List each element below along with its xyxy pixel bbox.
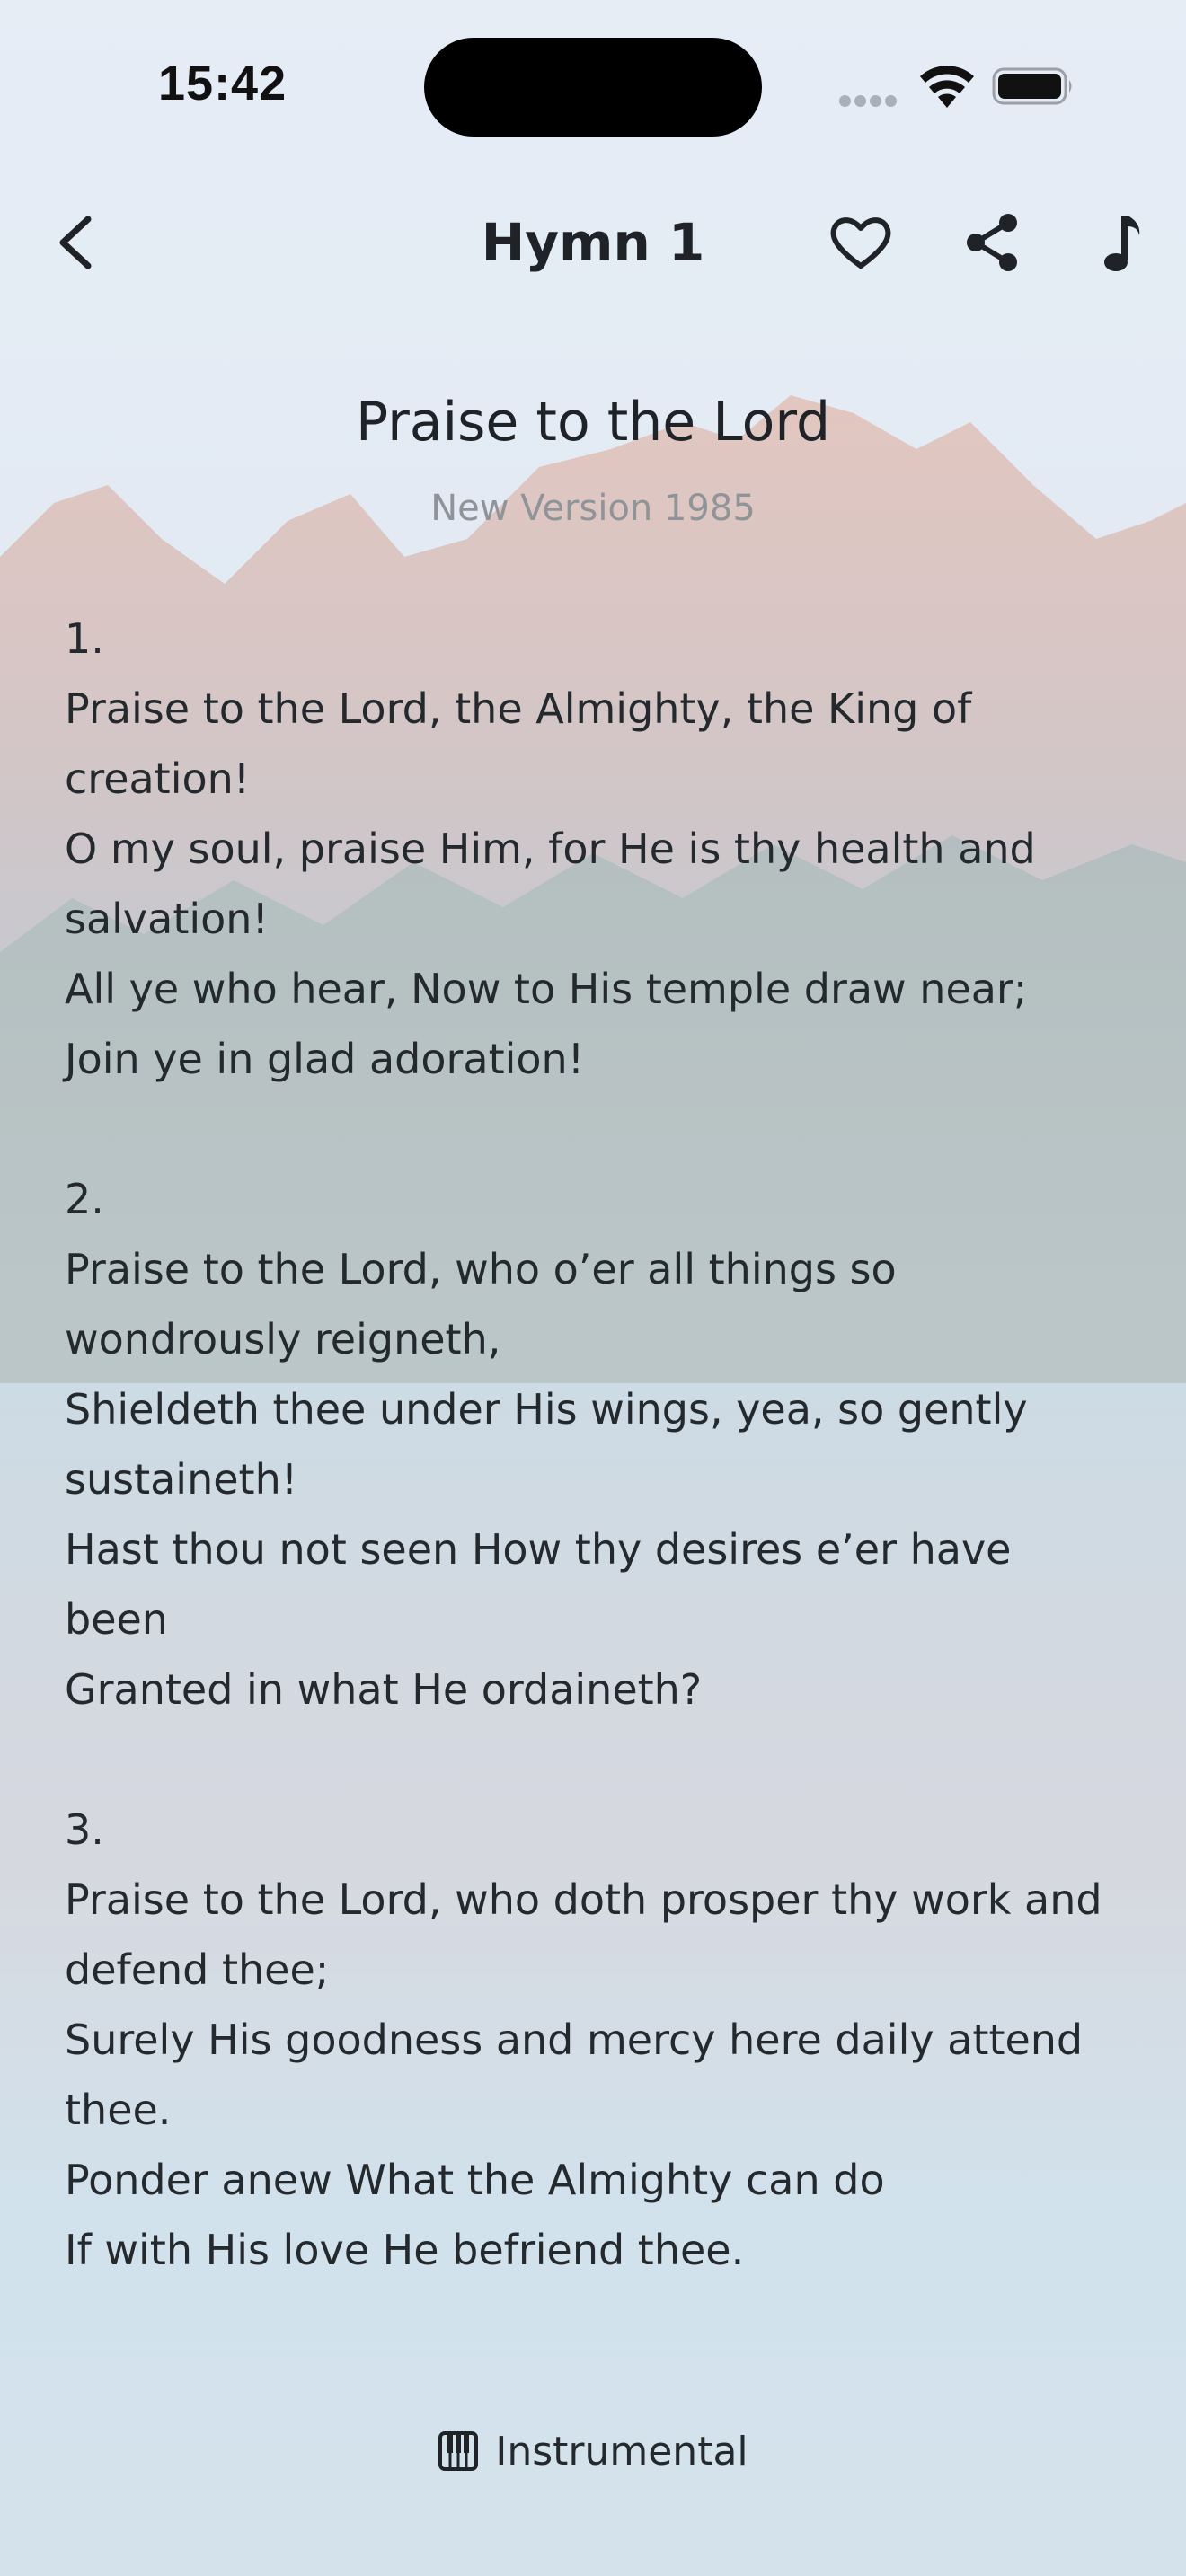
cellular-signal-icon xyxy=(839,93,902,106)
music-note-icon[interactable] xyxy=(1085,208,1154,277)
verse-3 xyxy=(65,1795,1134,2285)
instrumental-button[interactable] xyxy=(0,2420,1186,2483)
lyric-line: creation! xyxy=(65,754,251,803)
share-icon[interactable] xyxy=(958,208,1026,277)
lyric-line: Join ye in glad adoration! xyxy=(65,1035,585,1083)
lyric-line: salvation! xyxy=(65,895,269,943)
lyric-line: All ye who hear, Now to His temple draw near; xyxy=(65,965,1028,1013)
lyric-line: sustaineth! xyxy=(65,1455,298,1504)
nav-title: Hymn 1 xyxy=(481,212,705,273)
lyric-line: Surely His goodness and mercy here daily attend xyxy=(65,2016,1084,2064)
lyric-line: been xyxy=(65,1595,168,1644)
lyric-line: thee. xyxy=(65,2086,172,2134)
lyric-line: Shieldeth thee under His wings, yea, so gently xyxy=(65,1385,1028,1434)
lyric-line: Ponder anew What the Almighty can do xyxy=(65,2156,885,2204)
status-time: 15:42 xyxy=(158,57,288,110)
verse-1 xyxy=(65,604,1134,1094)
verse-2 xyxy=(65,1164,1134,1725)
lyric-line: Praise to the Lord, who doth prosper thy work and xyxy=(65,1875,1102,1924)
hymn-subtitle: New Version 1985 xyxy=(430,488,756,529)
hymn-title: Praise to the Lord xyxy=(355,391,831,454)
piano-keys-icon xyxy=(438,2430,479,2472)
wifi-icon xyxy=(918,63,976,110)
dynamic-island xyxy=(424,38,762,137)
hymn-lyrics xyxy=(65,604,1134,2355)
lyric-line: defend thee; xyxy=(65,1945,330,1994)
lyric-line: O my soul, praise Him, for He is thy health and xyxy=(65,825,1036,873)
battery-icon xyxy=(992,66,1075,106)
instrumental-label: Instrumental xyxy=(495,2428,748,2475)
lyric-line: Praise to the Lord, the Almighty, the King of xyxy=(65,684,972,733)
lyric-line: Praise to the Lord, who o’er all things so xyxy=(65,1245,897,1293)
verse-number: 3. xyxy=(65,1805,104,1854)
lyric-line: wondrously reigneth, xyxy=(65,1315,501,1363)
verse-number: 2. xyxy=(65,1175,104,1223)
lyric-line: Granted in what He ordaineth? xyxy=(65,1665,703,1714)
heart-icon[interactable] xyxy=(827,208,895,277)
verse-number: 1. xyxy=(65,614,104,663)
lyric-line: If with His love He befriend thee. xyxy=(65,2226,745,2274)
chevron-left-icon[interactable] xyxy=(50,208,101,277)
lyric-line: Hast thou not seen How thy desires e’er have xyxy=(65,1525,1012,1574)
